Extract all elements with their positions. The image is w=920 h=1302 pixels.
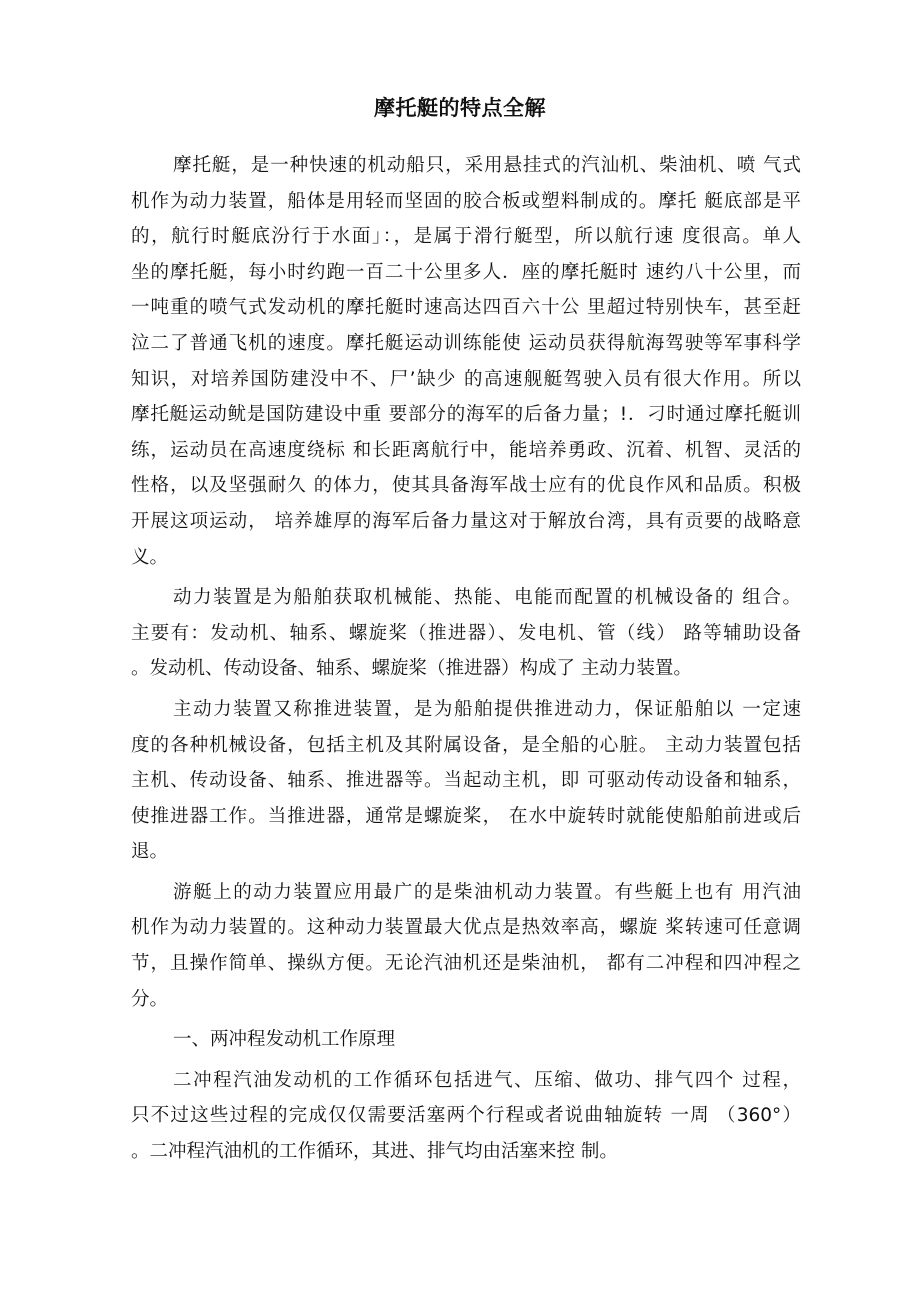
text-line: 泣二了普通飞机的速度。摩托艇运动训练能使 运动员获得航海驾驶等军事科学 xyxy=(131,332,801,354)
text-line: 机作为动力装置的。这种动力装置最大优点是热效率高，螺旋 桨转速可任意调 xyxy=(131,917,801,939)
section-heading xyxy=(131,1022,801,1058)
paragraph-intro xyxy=(131,148,801,575)
text-line: 主机、传动设备、轴系、推进器等。当起动主机，即 可驱动传动设备和轴系， xyxy=(131,770,801,792)
text-line: 义。 xyxy=(131,546,169,568)
page-title: 摩托艇的特点全解 xyxy=(374,96,546,120)
text-line: 摩托艇运动鱿是国防建设中重 要部分的海军的后备力量；!．刁时通过摩托艇训 xyxy=(131,404,801,426)
text-line: 退。 xyxy=(131,841,169,863)
text-line: 机作为动力装置，船体是用轻而坚固的胶合板或塑料制成的。摩托 艇底部是平 xyxy=(131,190,801,212)
text-line: 。二冲程汽油机的工作循环，其进、排气均由活塞来控 制。 xyxy=(131,1141,618,1163)
text-line: 分。 xyxy=(131,988,169,1010)
text-line: 。发动机、传动设备、轴系、螺旋桨（推进器）构成了 主动力装置。 xyxy=(131,658,692,680)
text-line: 性格，以及坚强耐久 的体力，使其具备海军战士应有的优良作风和品质。积极 xyxy=(131,475,801,497)
text-line: 主要有：发动机、轴系、螺旋桨（推进器）、发电机、管（线） 路等辅助设备 xyxy=(131,622,801,644)
text-line: 只不过这些过程的完成仅仅需要活塞两个行程或者说曲轴旋转 一周 （360°） xyxy=(131,1105,801,1127)
paragraph-main-power xyxy=(131,692,801,870)
text-line: 知识，对培养国防建没中不、尸’缺少 的高速舰艇驾驶入员有很大作用。所以 xyxy=(131,368,801,390)
text-line: 一吨重的喷气式发动机的摩托艇时速高达四百六十公 里超过特别快车，甚至赶 xyxy=(131,297,801,319)
paragraph-power-plant xyxy=(131,580,801,687)
paragraph-two-stroke xyxy=(131,1063,801,1170)
text-line: 二冲程汽油发动机的工作循环包括进气、压缩、做功、排气四个 过程， xyxy=(173,1069,801,1091)
text-line: 动力装置是为船舶获取机械能、热能、电能而配置的机械设备的 组合。 xyxy=(173,587,801,609)
text-line: 主动力装置又称推进装置，是为船舶提供推进动力，保证船舶以 一定速 xyxy=(173,698,801,720)
text-line: 度的各种机械设备，包括主机及其附属设备，是全船的心脏。 主动力装置包括 xyxy=(131,734,801,756)
text-line: 的，航行时艇底汾行于水面」：，是属于滑行艇型，所以航行速 度很高。单人 xyxy=(131,226,801,248)
text-line: 开展这项运动， 培养雄厚的海军后备力量这对于解放台湾，具有贡要的战略意 xyxy=(131,510,801,532)
section-heading-text: 一、两冲程发动机工作原理 xyxy=(173,1029,396,1051)
text-line: 使推进器工作。当推进器，通常是螺旋桨， 在水中旋转时就能使船舶前进或后 xyxy=(131,805,801,827)
text-line: 练，运动员在高速度绕标 和长距离航行中，能培养勇政、沉着、机智、灵活的 xyxy=(131,439,801,461)
text-line: 坐的摩托艇，每小时约跑一百二十公里多人．座的摩托艇时 速约八十公里，而 xyxy=(131,261,801,283)
text-line: 游艇上的动力装置应用最广的是柴油机动力装置。有些艇上也有 用汽油 xyxy=(173,881,801,903)
paragraph-yacht-engines xyxy=(131,875,801,1017)
text-line: 节，且操作简单、操纵方便。无论汽油机还是柴油机， 都有二冲程和四冲程之 xyxy=(131,953,801,975)
document-body xyxy=(131,148,801,1175)
text-line: 摩托艇，是一种快速的机动船只，采用悬挂式的汽汕机、柴油机、喷 气式 xyxy=(173,155,801,176)
